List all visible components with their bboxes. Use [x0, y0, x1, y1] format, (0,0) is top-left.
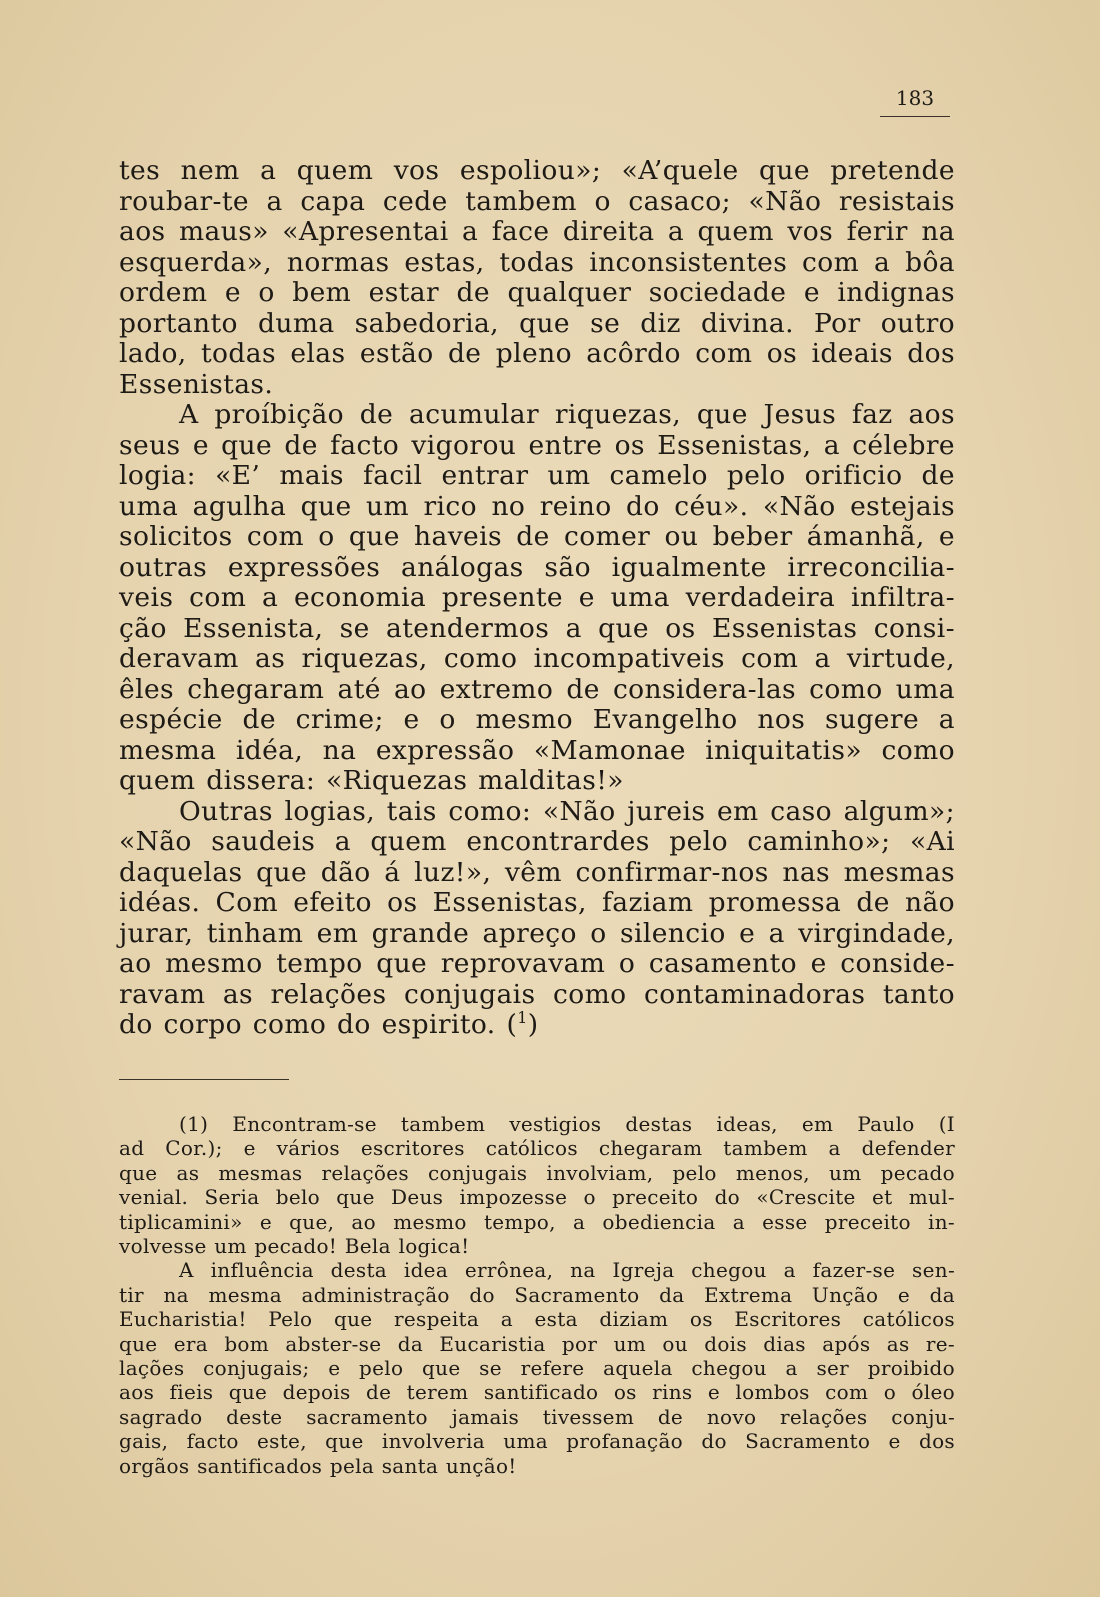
footnote-line: aos fieis que depois de terem santificado os rins e lombos com o óleo [119, 1380, 955, 1405]
text-line: esquerda», normas estas, todas inconsistentes com a bôa [119, 246, 955, 278]
footnote-line: que era bom abster-se da Eucaristia por um ou dois dias após as re- [119, 1331, 955, 1356]
text-line: ao mesmo tempo que reprovavam o casamento e conside- [119, 948, 955, 979]
page-number: 183 [880, 86, 950, 117]
footnote-line: gais, facto este, que involveria uma profanação do Sacramento e dos [119, 1429, 955, 1454]
footnote-paragraph-start: A influência desta idea errônea, na Igreja chegou a fazer-se sen- [179, 1258, 955, 1283]
footnote-line: venial. Seria belo que Deus impozesse o preceito do «Crescite et mul- [119, 1185, 955, 1210]
text-line: êles chegaram até ao extremo de considera-las como uma [119, 673, 955, 705]
text-line: veis com a economia presente e uma verdadeira infiltra- [119, 582, 955, 613]
text-line: mesma idéa, na expressão «Mamonae iniquitatis» como [119, 734, 955, 766]
text-line: idéas. Com efeito os Essenistas, faziam promessa de não [119, 887, 955, 918]
footnote [119, 1112, 955, 1478]
text-line: outras expressões análogas são igualmente irreconcilia- [119, 551, 955, 583]
text-line: quem dissera: «Riquezas malditas!» [119, 765, 624, 796]
footnote-line: volvesse um pecado! Bela logica! [119, 1234, 470, 1259]
footnote-line: Eucharistia! Pelo que respeita a esta diziam os Escritores católicos [119, 1307, 955, 1332]
text-line: roubar-te a capa cede tambem o casaco; «Não resistais [119, 185, 955, 217]
footnote-line: lações conjugais; e pelo que se refere aquela chegou a ser proibido [119, 1356, 955, 1381]
paragraph-start-line: A proíbição de acumular riquezas, que Jesus faz aos [179, 399, 955, 430]
footnote-separator [119, 1079, 289, 1080]
text-line: daquelas que dão á luz!», vêm confirmar-nos nas mesmas [119, 856, 955, 888]
text-line: aos maus» «Apresentai a face direita a quem vos ferir na [119, 216, 955, 247]
footnote-marker: (1) [179, 1112, 209, 1136]
text-line: uma agulha que um rico no reino do céu». «Não estejais [119, 490, 955, 522]
footnote-line: ad Cor.); e vários escritores católicos chegaram tambem a defender [119, 1136, 955, 1161]
text-line: ordem e o bem estar de qualquer sociedade e indignas [119, 277, 955, 308]
text-line-with-footnote-ref: do corpo como do espirito. ($^1$) [119, 1008, 539, 1040]
footnote-line [119, 1112, 955, 1136]
text-line: espécie de crime; e o mesmo Evangelho nos sugere a [119, 704, 955, 735]
footnote-line: orgãos santificados pela santa unção! [119, 1453, 517, 1478]
footnote-line: sagrado deste sacramento jamais tivessem de novo relações conju- [119, 1404, 955, 1429]
text-line: seus e que de facto vigorou entre os Essenistas, a célebre [119, 429, 955, 461]
text-line: tes nem a quem vos espoliou»; «A’quele que pretende [119, 155, 955, 186]
footnote-line: tiplicamini» e que, ao mesmo tempo, a obediencia a esse preceito in- [119, 1209, 955, 1234]
text-fragment: do corpo como do espirito. [119, 1009, 496, 1040]
footnote-text: Encontram-se tambem vestigios destas ideas, em Paulo (I [232, 1112, 955, 1136]
text-line: solicitos com o que haveis de comer ou beber ámanhã, e [119, 521, 955, 552]
main-text [119, 156, 955, 1041]
paragraph-start-line: Outras logias, tais como: «Não jureis em caso algum»; [179, 795, 955, 827]
footnote-line: que as mesmas relações conjugais involviam, pelo menos, um pecado [119, 1160, 955, 1185]
footnote-reference: 1 [517, 1008, 528, 1028]
text-line: portanto duma sabedoria, que se diz divina. Por outro [119, 307, 955, 339]
text-line: Essenistas. [119, 368, 274, 400]
text-line: «Não saudeis a quem encontrardes pelo caminho»; «Ai [119, 826, 955, 857]
footnote-line: tir na mesma administração do Sacramento da Extrema Unção e da [119, 1282, 955, 1307]
text-line: jurar, tinham em grande apreço o silencio e a virgindade, [119, 917, 955, 949]
text-line: ção Essenista, se atendermos a que os Essenistas consi- [119, 612, 955, 644]
text-line: lado, todas elas estão de pleno acôrdo com os ideais dos [119, 338, 955, 369]
text-line: ravam as relações conjugais como contaminadoras tanto [119, 978, 955, 1010]
text-line: logia: «E’ mais facil entrar um camelo pelo orificio de [119, 460, 955, 491]
text-line: deravam as riquezas, como incompativeis com a virtude, [119, 643, 955, 674]
